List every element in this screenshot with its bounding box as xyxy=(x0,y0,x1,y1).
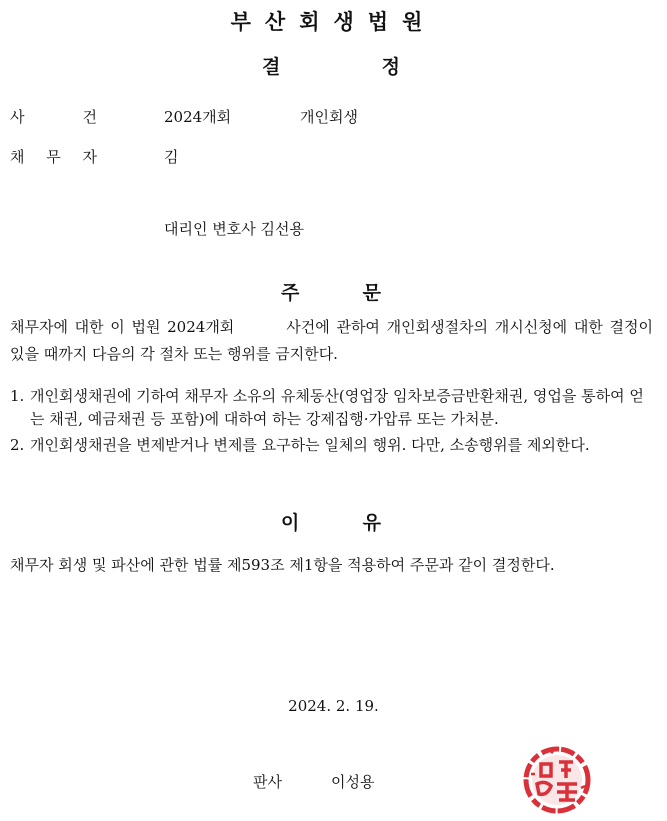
judge-name: 이성용 xyxy=(331,773,375,791)
title-char: 결 xyxy=(262,56,281,78)
order-intro xyxy=(10,314,653,368)
reason-text: 채무자 회생 및 파산에 관한 법률 제593조 제1항을 적용하여 주문과 같이 결정한다. xyxy=(10,556,555,574)
case-label: 사 건 xyxy=(10,108,97,126)
court-name: 부산회생법원 xyxy=(230,10,437,34)
order-intro-part2: 사건에 관하여 개인회생절차의 개시신청에 대한 결정이 있을 때까지 다음의 각 절차 또는 행위를 금지한다. xyxy=(10,318,653,363)
order-item-number: 2. xyxy=(10,436,25,454)
order-item xyxy=(10,434,653,457)
order-intro-part1: 채무자에 대한 이 법원 2024개회 xyxy=(10,318,235,336)
case-number: 2024개회 xyxy=(164,108,232,126)
document-title xyxy=(262,52,400,79)
reason-heading: 이 유 xyxy=(281,512,381,534)
judge-label: 판사 xyxy=(253,773,282,791)
case-type: 개인회생 xyxy=(300,108,358,126)
order-item-text: 개인회생채권에 기하여 채무자 소유의 유체동산(영업장 임차보증금반환채권, 영업을 통하여 얻는 채권, 예금채권 등 포함)에 대하여 하는 강제집행·가압류 또는 가처분. xyxy=(30,387,644,428)
order-item xyxy=(10,385,653,431)
judge-seal xyxy=(521,744,593,814)
debtor-name: 김 xyxy=(164,148,179,166)
title-char: 정 xyxy=(381,56,400,78)
decision-date: 2024. 2. 19. xyxy=(288,697,379,715)
order-heading: 주 문 xyxy=(281,282,381,304)
order-item-text: 개인회생채권을 변제받거나 변제를 요구하는 일체의 행위. 다만, 소송행위를 제외한다. xyxy=(30,436,590,454)
debtor-label: 채 무 자 xyxy=(10,148,97,166)
order-item-number: 1. xyxy=(10,387,25,405)
agent-line: 대리인 변호사 김선용 xyxy=(164,220,304,238)
